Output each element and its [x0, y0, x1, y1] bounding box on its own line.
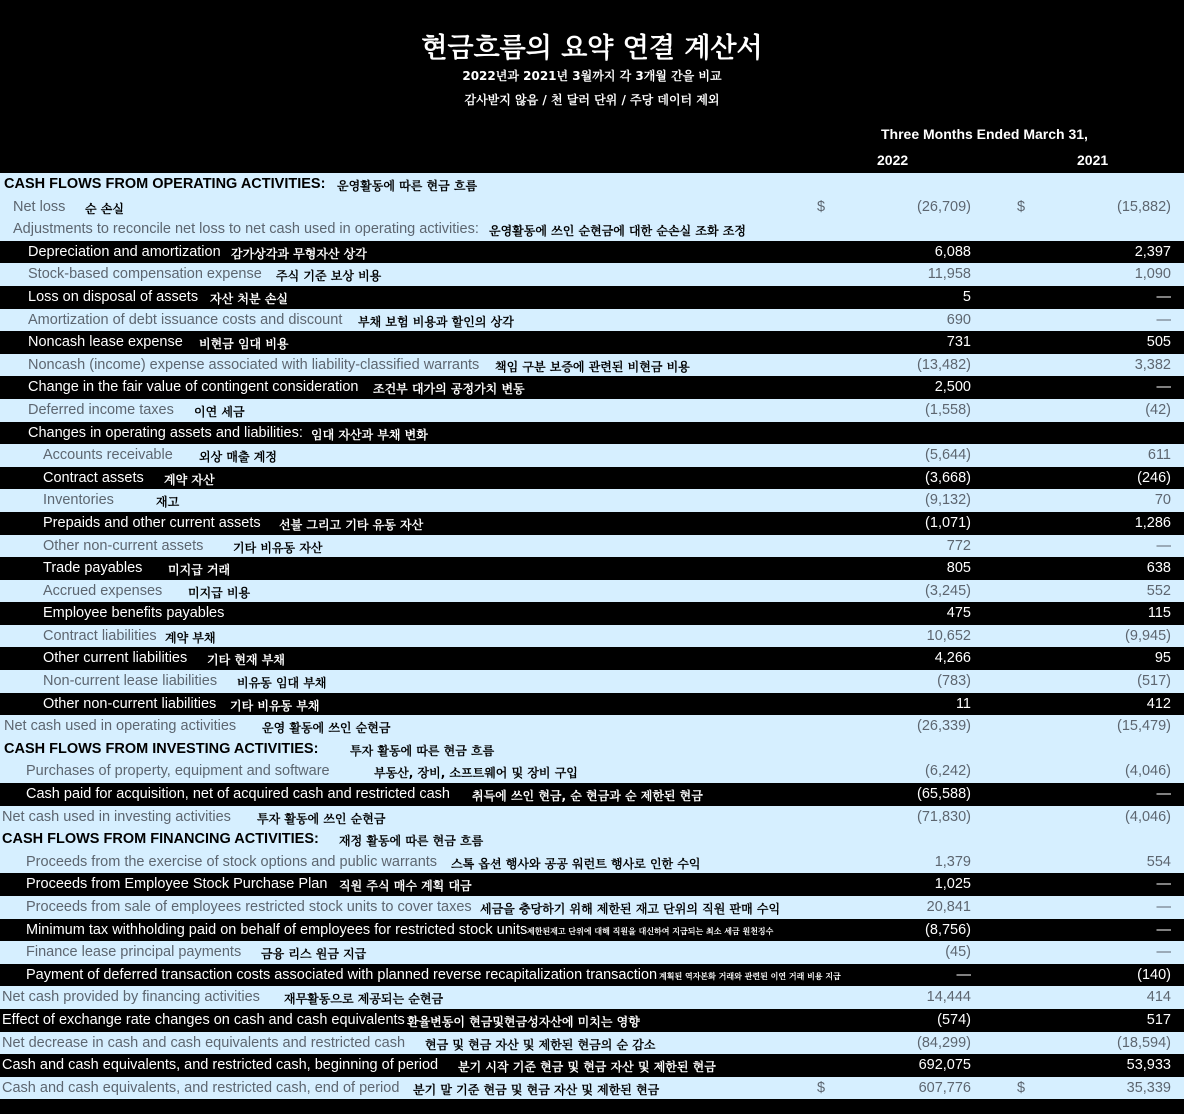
value-2022: (8,756) [925, 921, 971, 938]
value-2021: — [1156, 876, 1171, 893]
row-label-kr: 조건부 대가의 공정가치 변동 [373, 382, 525, 397]
row-label-en: Accounts receivable [43, 447, 173, 464]
table-row [0, 670, 1184, 693]
table-row [0, 715, 1184, 738]
row-label-kr: 제한된재고 단위에 대해 직원을 대신하여 지급되는 최소 세금 원천징수 [527, 926, 774, 936]
value-2021: 611 [1147, 447, 1171, 464]
row-label-kr: 미지급 비용 [188, 585, 251, 600]
table-row [0, 309, 1184, 332]
value-2022: (26,339) [916, 718, 971, 735]
row-label-kr: 계약 자산 [164, 472, 215, 487]
value-2021: 2,397 [1134, 243, 1171, 260]
table-row [0, 1032, 1184, 1055]
value-2022: (45) [945, 944, 971, 961]
row-label-kr: 분기 말 기준 현금 및 현금 자산 및 제한된 현금 [413, 1082, 660, 1097]
row-label-kr: 기타 비유동 부채 [230, 698, 320, 713]
row-label-en: Changes in operating assets and liabilities: [28, 424, 303, 441]
row-label-en: Effect of exchange rate changes on cash and cash equivalents [2, 1011, 405, 1028]
table-row [0, 693, 1184, 716]
value-2021: 552 [1146, 582, 1171, 599]
row-label-kr: 취득에 쓰인 현금, 순 현금과 순 제한된 현금 [472, 789, 703, 804]
row-label-kr: 책임 구분 보증에 관련된 비현금 비용 [495, 359, 690, 374]
row-label-kr: 미지급 거래 [168, 563, 231, 578]
value-2021: — [1156, 288, 1171, 305]
row-label-en: Proceeds from Employee Stock Purchase Plan [26, 876, 328, 893]
value-2022: (3,668) [925, 469, 971, 486]
row-label-kr: 운영활동에 쓰인 순현금에 대한 순손실 조화 조정 [489, 224, 746, 239]
value-2022: 772 [946, 537, 971, 554]
table-row [0, 1054, 1184, 1077]
row-label-kr: 스톡 옵션 행사와 공공 워런트 행사로 인한 수익 [451, 856, 701, 871]
value-2022: (71,830) [916, 808, 971, 825]
value-2021: — [1156, 944, 1171, 961]
table-row [0, 489, 1184, 512]
row-label-kr: 직원 주식 매수 계획 대금 [339, 879, 472, 894]
value-2021: — [1156, 921, 1171, 938]
table-row [0, 467, 1184, 490]
table-row [0, 873, 1184, 896]
value-2021: 638 [1146, 560, 1171, 577]
row-label-kr: 세금을 충당하기 위해 제한된 재고 단위의 직원 판매 수익 [480, 902, 781, 916]
row-label-kr: 투자 활동에 쓰인 순현금 [257, 811, 386, 826]
value-2021: 414 [1146, 989, 1171, 1006]
table-row [0, 1009, 1184, 1032]
row-label-en: Purchases of property, equipment and software [26, 763, 330, 780]
value-2022: (3,245) [925, 582, 971, 599]
row-label-kr: 금융 리스 원금 지급 [261, 947, 367, 962]
row-label-en: Noncash lease expense [28, 334, 183, 351]
table-row [0, 196, 1184, 219]
value-2021: (18,594) [1116, 1034, 1171, 1051]
page-title: 현금흐름의 요약 연결 계산서 [421, 33, 763, 64]
table-row [0, 964, 1184, 987]
column-header-2022: 2022 [877, 152, 909, 168]
row-label-en: CASH FLOWS FROM FINANCING ACTIVITIES: [2, 831, 319, 848]
row-label-en: Other non-current assets [43, 537, 204, 554]
row-label-en: Finance lease principal payments [26, 944, 242, 961]
currency-symbol-2022: $ [817, 198, 826, 215]
value-2022: (26,709) [916, 198, 971, 215]
row-label-en: CASH FLOWS FROM OPERATING ACTIVITIES: [4, 176, 326, 192]
value-2021: 1,090 [1134, 266, 1171, 283]
table-row [0, 444, 1184, 467]
value-2022: 4,266 [934, 650, 971, 667]
table-row [0, 399, 1184, 422]
row-label-kr: 재고 [156, 495, 180, 510]
row-label-kr: 기타 현재 부채 [207, 653, 285, 668]
row-label-en: Contract liabilities [43, 627, 157, 644]
value-2021: 95 [1154, 650, 1171, 667]
value-2022: 14,444 [926, 989, 971, 1006]
value-2022: (574) [937, 1011, 971, 1028]
currency-symbol-2021: $ [1017, 1079, 1026, 1096]
value-2021: — [1156, 379, 1171, 396]
value-2021: (9,945) [1125, 627, 1171, 644]
value-2021: 412 [1146, 695, 1171, 712]
row-label-kr: 임대 자산과 부채 변화 [311, 427, 428, 442]
table-row [0, 760, 1184, 783]
value-2021: (42) [1145, 401, 1171, 418]
value-2021: (4,046) [1125, 808, 1171, 825]
table-row [0, 783, 1184, 806]
value-2021: (246) [1137, 469, 1171, 486]
row-label-kr: 부동산, 장비, 소프트웨어 및 장비 구입 [374, 766, 578, 781]
currency-symbol-2021: $ [1017, 198, 1026, 215]
row-label-kr: 투자 활동에 따른 현금 흐름 [350, 743, 495, 758]
value-2021: (4,046) [1125, 763, 1171, 780]
table-row [0, 331, 1184, 354]
row-label-en: Cash and cash equivalents, and restricted cash, beginning of period [2, 1057, 439, 1074]
row-label-en: Contract assets [43, 469, 144, 486]
row-label-en: Payment of deferred transaction costs associated with planned reverse recapitalization transaction [26, 966, 658, 983]
currency-symbol-2022: $ [817, 1079, 826, 1096]
row-label-kr: 기타 비유동 자산 [233, 540, 323, 555]
value-2021: — [1156, 899, 1171, 915]
row-label-en: Proceeds from the exercise of stock options and public warrants [26, 853, 438, 870]
value-2022: (84,299) [916, 1034, 971, 1051]
value-2022: (1,071) [925, 514, 971, 531]
value-2022: 2,500 [934, 379, 971, 396]
row-label-kr: 현금 및 현금 자산 및 제한된 현금의 순 감소 [425, 1037, 656, 1052]
row-label-en: Trade payables [43, 560, 143, 577]
value-2021: 3,382 [1134, 356, 1171, 373]
row-label-kr: 주식 기준 보상 비용 [276, 269, 382, 284]
row-label-en: Other current liabilities [43, 650, 188, 667]
row-label-kr: 분기 시작 기준 현금 및 현금 자산 및 제한된 현금 [458, 1060, 716, 1075]
row-label-en: Adjustments to reconcile net loss to net cash used in operating activities: [13, 221, 479, 238]
value-2022: (65,588) [916, 786, 971, 803]
value-2022: — [956, 966, 971, 983]
value-2022: 1,025 [934, 876, 971, 893]
cash-flow-table [0, 173, 1184, 1099]
value-2021: 115 [1147, 605, 1171, 622]
period-header: Three Months Ended March 31, [881, 126, 1088, 142]
table-row [0, 286, 1184, 309]
value-2022: 692,075 [918, 1057, 971, 1074]
table-row [0, 241, 1184, 264]
table-row [0, 941, 1184, 964]
row-label-en: Net loss [13, 198, 66, 215]
row-label-kr: 계약 부채 [165, 630, 216, 645]
row-label-en: Accrued expenses [43, 582, 163, 599]
row-label-kr: 순 손실 [85, 201, 124, 216]
row-label-kr: 운영 활동에 쓰인 순현금 [262, 721, 391, 736]
table-row [0, 896, 1184, 919]
value-2021: 70 [1154, 492, 1171, 509]
subtitle-units: 감사받지 않음 / 천 달러 단위 / 주당 데이터 제외 [464, 93, 720, 107]
table-row [0, 647, 1184, 670]
row-label-kr: 자산 처분 손실 [210, 291, 288, 306]
value-2021: — [1156, 311, 1171, 328]
row-label-kr: 재무활동으로 제공되는 순현금 [284, 992, 444, 1007]
row-label-en: Prepaids and other current assets [43, 514, 261, 531]
table-row [0, 851, 1184, 874]
value-2021: (140) [1137, 966, 1171, 983]
value-2022: 11 [955, 695, 971, 712]
row-label-kr: 감가상각과 무형자산 상각 [231, 246, 367, 261]
row-label-en: Proceeds from sale of employees restricted stock units to cover taxes [26, 899, 472, 915]
table-row [0, 263, 1184, 286]
table-row [0, 806, 1184, 829]
value-2022: 607,776 [918, 1079, 971, 1096]
table-row [0, 512, 1184, 535]
row-label-en: Employee benefits payables [43, 605, 225, 622]
value-2022: 690 [946, 311, 971, 328]
row-label-en: CASH FLOWS FROM INVESTING ACTIVITIES: [4, 740, 319, 757]
table-row [0, 986, 1184, 1009]
value-2022: 5 [962, 288, 971, 305]
value-2022: (13,482) [916, 356, 971, 373]
section-header-row [0, 828, 1184, 851]
row-label-kr: 운영활동에 따른 현금 흐름 [337, 179, 478, 193]
table-row [0, 557, 1184, 580]
row-label-kr: 환율변동이 현금및현금성자산에 미치는 영향 [407, 1014, 640, 1029]
value-2021: 1,286 [1134, 514, 1171, 531]
row-label-kr: 비현금 임대 비용 [199, 337, 289, 352]
row-label-en: Other non-current liabilities [43, 695, 217, 712]
row-label-en: Cash and cash equivalents, and restricted cash, end of period [2, 1079, 400, 1096]
value-2022: (6,242) [925, 763, 971, 780]
row-label-en: Stock-based compensation expense [28, 266, 262, 283]
row-label-kr: 계획된 역자본화 거래와 관련된 이연 거래 비용 지급 [659, 971, 841, 981]
row-label-en: Net cash used in operating activities [4, 718, 237, 735]
value-2021: 35,339 [1126, 1079, 1171, 1096]
row-label-en: Net decrease in cash and cash equivalents and restricted cash [2, 1034, 406, 1051]
value-2021: — [1156, 537, 1171, 554]
value-2021: 554 [1146, 853, 1171, 870]
value-2022: (9,132) [925, 492, 971, 509]
table-row [0, 376, 1184, 399]
value-2022: (1,558) [925, 401, 971, 418]
table-row [0, 919, 1184, 942]
value-2021: (517) [1137, 673, 1171, 690]
table-row [0, 535, 1184, 558]
value-2022: 731 [946, 334, 971, 351]
table-row [0, 1077, 1184, 1100]
value-2022: (5,644) [925, 447, 971, 464]
row-label-en: Noncash (income) expense associated with liability-classified warrants [28, 356, 480, 373]
value-2022: 475 [946, 605, 971, 622]
table-row [0, 218, 1184, 241]
section-header-row [0, 173, 1184, 196]
row-label-en: Change in the fair value of contingent consideration [28, 379, 359, 396]
row-label-kr: 비유동 임대 부채 [237, 676, 327, 691]
value-2022: 11,958 [927, 266, 971, 283]
column-header-2021: 2021 [1077, 152, 1109, 168]
value-2021: — [1156, 786, 1171, 803]
section-header-row [0, 738, 1184, 761]
row-label-en: Net cash provided by financing activities [2, 989, 260, 1006]
subtitle-comparison: 2022년과 2021년 3월까지 각 3개월 간을 비교 [462, 69, 722, 83]
row-label-en: Deferred income taxes [28, 401, 174, 418]
table-row [0, 422, 1184, 445]
row-label-kr: 이연 세금 [194, 404, 245, 419]
value-2021: (15,479) [1116, 718, 1171, 735]
value-2021: (15,882) [1116, 198, 1171, 215]
row-label-en: Amortization of debt issuance costs and discount [28, 311, 343, 328]
row-label-kr: 재정 활동에 따른 현금 흐름 [339, 834, 484, 849]
value-2021: 53,933 [1126, 1057, 1171, 1074]
value-2022: 20,841 [926, 899, 971, 915]
row-label-kr: 선불 그리고 기타 유동 자산 [279, 517, 424, 532]
value-2022: 10,652 [926, 627, 971, 644]
row-label-en: Cash paid for acquisition, net of acquired cash and restricted cash [26, 786, 450, 803]
row-label-kr: 외상 매출 계정 [199, 450, 277, 465]
table-row [0, 580, 1184, 603]
table-row [0, 354, 1184, 377]
value-2022: (783) [937, 673, 971, 690]
table-row [0, 602, 1184, 625]
value-2021: 517 [1146, 1011, 1171, 1028]
row-label-en: Loss on disposal of assets [28, 288, 199, 305]
row-label-kr: 부채 보험 비용과 할인의 상각 [358, 314, 514, 329]
row-label-en: Depreciation and amortization [28, 243, 221, 260]
value-2022: 6,088 [934, 243, 971, 260]
row-label-en: Inventories [43, 492, 114, 509]
value-2022: 805 [946, 560, 971, 577]
row-label-en: Minimum tax withholding paid on behalf of employees for restricted stock units [26, 921, 528, 938]
value-2022: 1,379 [934, 853, 971, 870]
value-2021: 505 [1146, 334, 1171, 351]
table-row [0, 625, 1184, 648]
row-label-en: Non-current lease liabilities [43, 673, 218, 690]
row-label-en: Net cash used in investing activities [2, 808, 231, 825]
